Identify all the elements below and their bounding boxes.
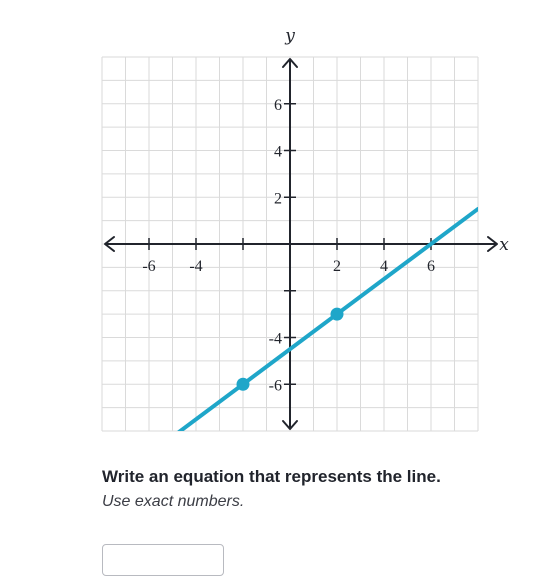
y-tick-label: -4 — [268, 330, 282, 348]
x-axis-label: x — [499, 235, 509, 255]
y-tick-label: -6 — [268, 377, 282, 395]
x-tick-label: -4 — [189, 258, 203, 275]
x-tick-label: 2 — [333, 258, 341, 275]
line-point[interactable] — [331, 308, 344, 321]
x-tick-label: 4 — [380, 258, 388, 275]
y-tick-label: 6 — [274, 96, 282, 114]
y-tick-label: 2 — [274, 190, 282, 208]
x-tick-label: 6 — [427, 258, 435, 275]
answer-input[interactable] — [102, 544, 224, 576]
y-axis-label: y — [285, 26, 295, 46]
question-prompt: Write an equation that represents the line. — [102, 467, 441, 486]
question-hint: Use exact numbers. — [102, 493, 245, 510]
y-tick-label: 4 — [274, 143, 282, 161]
x-tick-label: -6 — [142, 258, 156, 275]
line-point[interactable] — [237, 378, 250, 391]
